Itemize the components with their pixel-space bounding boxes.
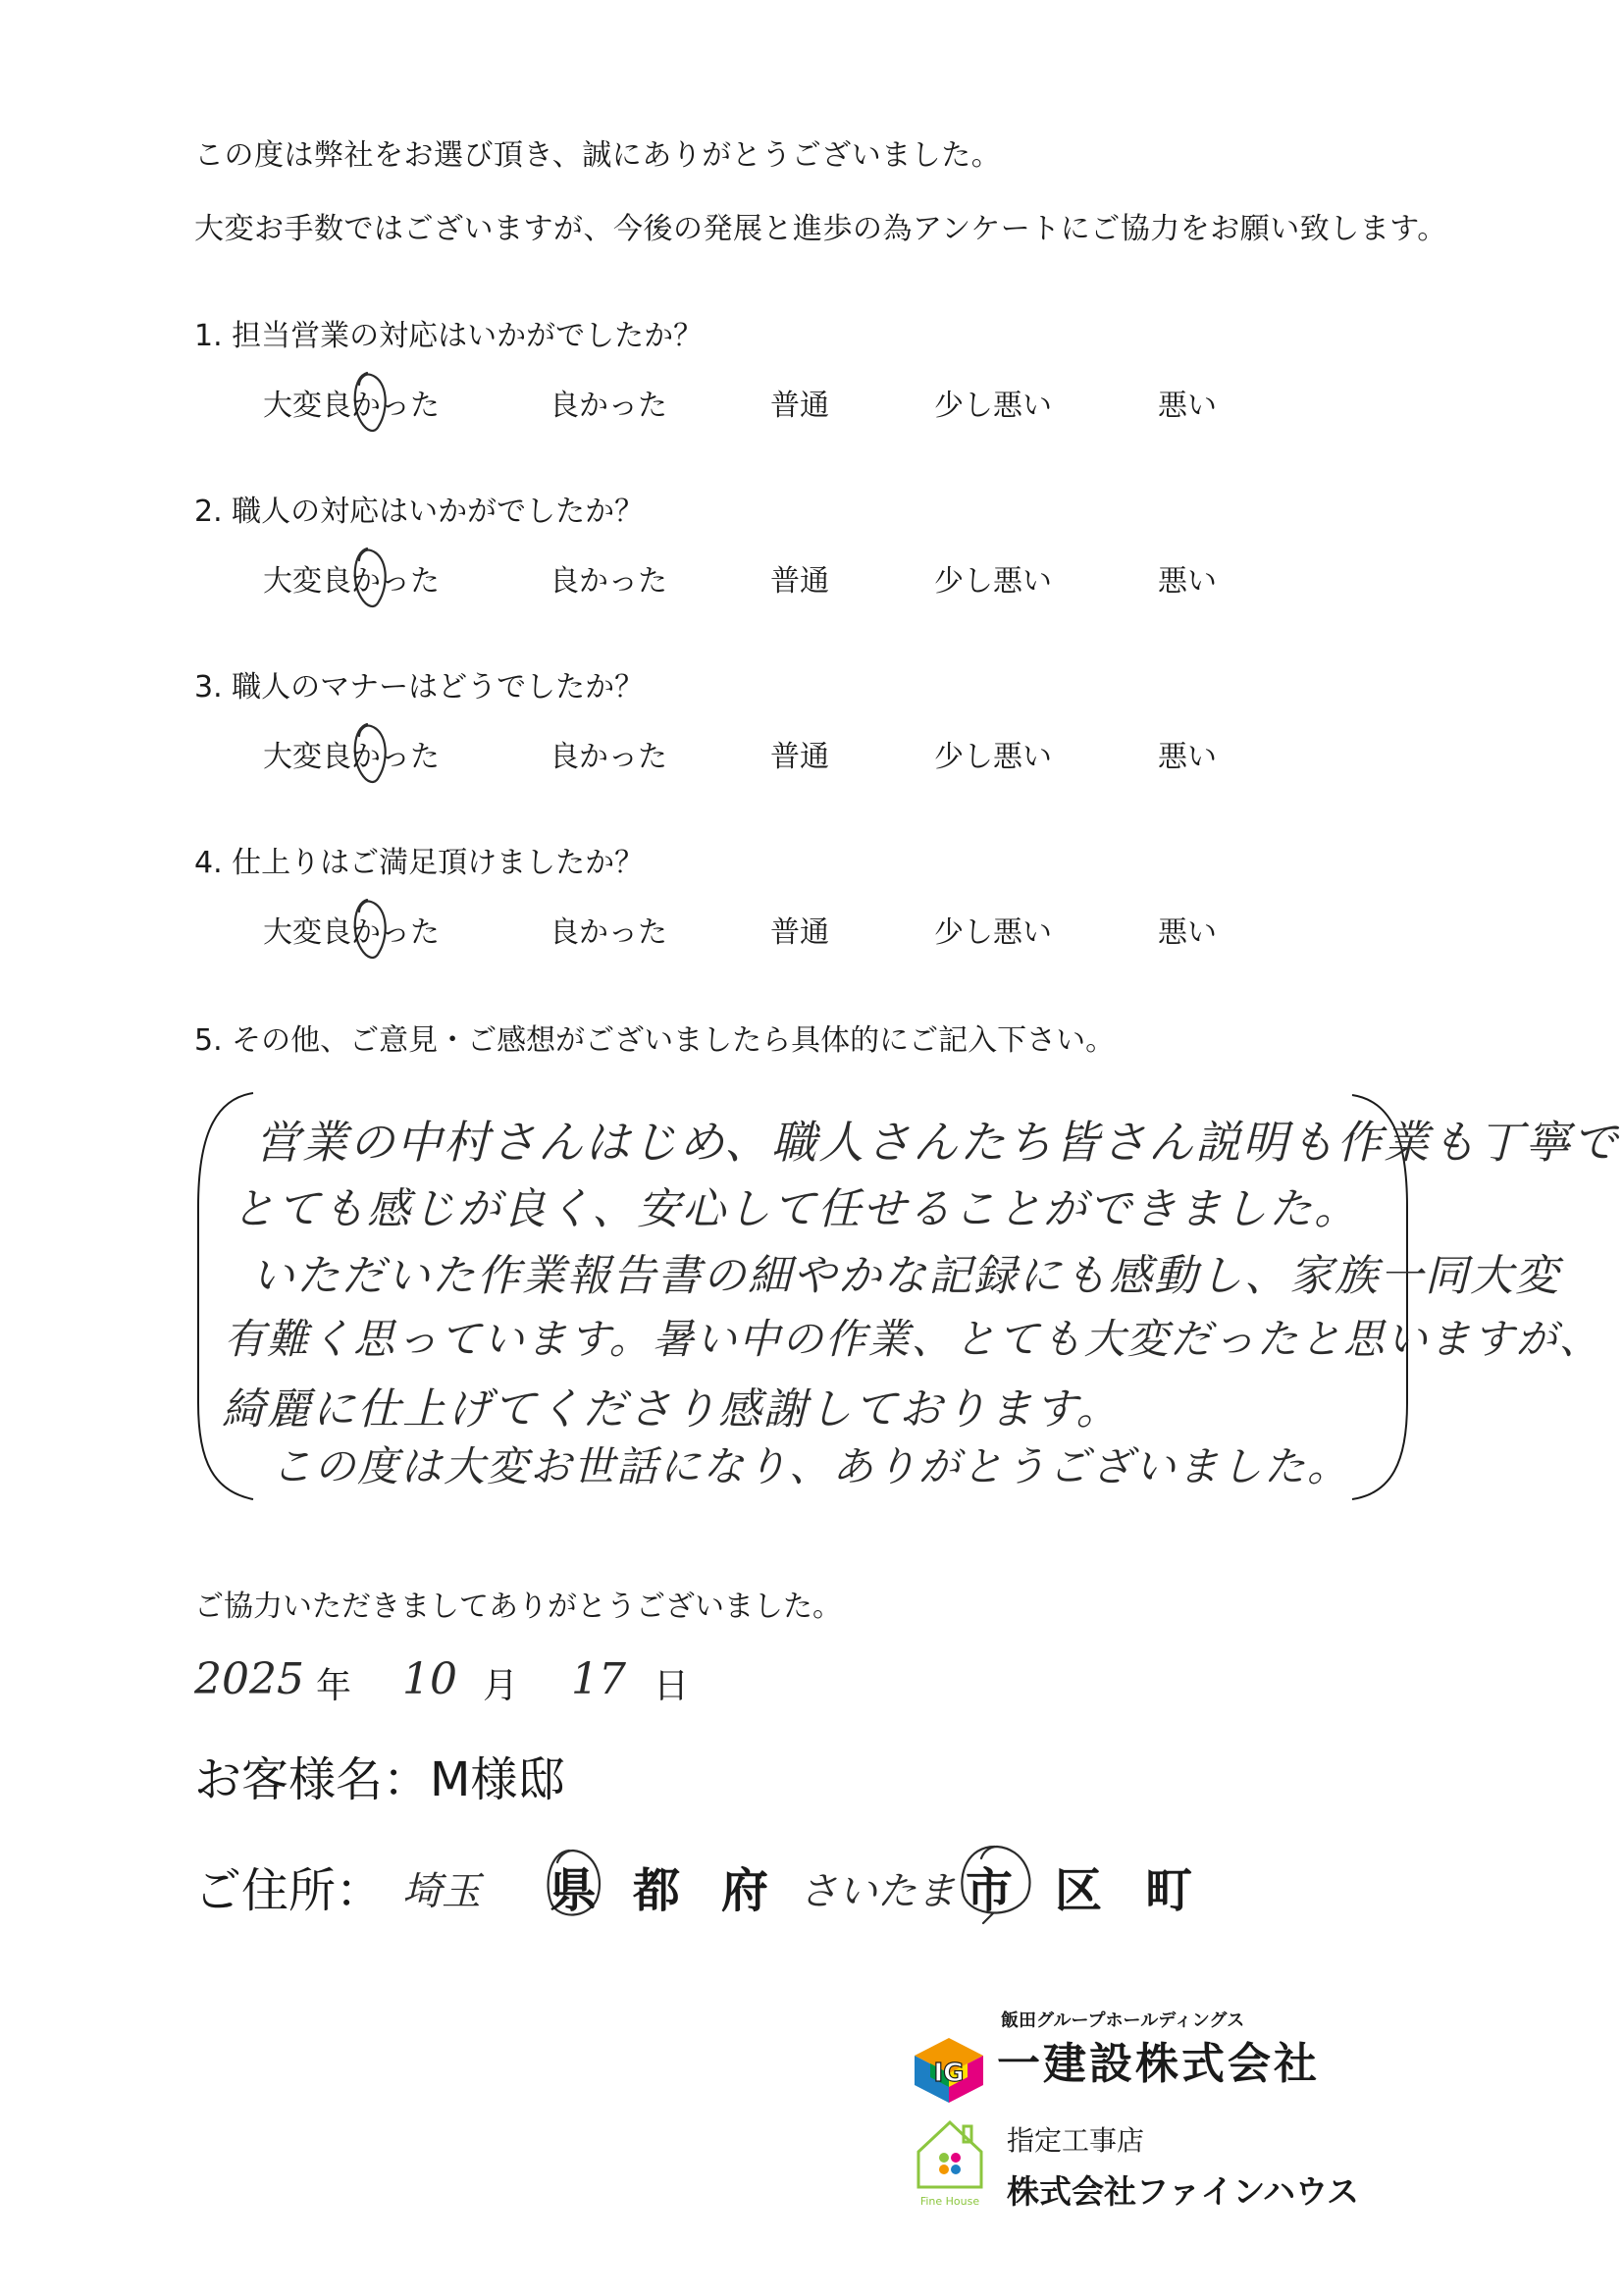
comment-line-2: とても感じが良く、安心して任せることができました。 [232,1184,1360,1234]
contractor-company-name: 株式会社ファインハウス [1007,2172,1360,2211]
option-slightly-bad[interactable]: 少し悪い [934,389,1052,423]
designated-contractor-label: 指定工事店 [1007,2124,1145,2157]
question-1-options [0,381,1623,423]
option-very-good[interactable]: 大変良かった [263,915,440,950]
option-good[interactable]: 良かった [550,915,667,950]
date-month-value[interactable]: 10 [402,1654,457,1704]
option-good[interactable]: 良かった [550,389,667,423]
date-day-label: 日 [654,1666,690,1706]
address-prefecture-value[interactable]: 埼玉 [402,1869,481,1914]
group-company-name: 飯田グループホールディングス [1001,2010,1245,2031]
customer-name-value[interactable]: M様邸 [430,1752,565,1807]
option-slightly-bad[interactable]: 少し悪い [934,740,1052,774]
option-normal[interactable]: 普通 [770,564,829,599]
intro-line-1: この度は弊社をお選び頂き、誠にありがとうございました。 [194,138,1002,173]
option-normal[interactable]: 普通 [770,389,829,423]
question-4-options [0,908,1623,950]
option-very-good[interactable]: 大変良かった [263,389,440,423]
address-unit-shi[interactable]: 市 [966,1863,1014,1918]
question-3-options [0,732,1623,774]
date-day-value[interactable]: 17 [571,1654,626,1704]
date-year-label: 年 [316,1666,352,1706]
address-unit-fu[interactable]: 府 [721,1863,769,1918]
company-name: 一建設株式会社 [997,2039,1320,2089]
address-city-value[interactable]: さいたま [799,1869,956,1914]
closing-thanks: ご協力いただきましてありがとうございました。 [194,1590,842,1624]
customer-name-row [194,1742,564,1809]
comment-line-6: この度は大変お世話になり、ありがとうございました。 [271,1442,1351,1490]
option-slightly-bad[interactable]: 少し悪い [934,564,1052,599]
address-label: ご住所： [194,1863,384,1918]
question-2-options [0,556,1623,599]
option-bad[interactable]: 悪い [1158,740,1217,774]
option-slightly-bad[interactable]: 少し悪い [934,915,1052,950]
option-good[interactable]: 良かった [550,564,667,599]
date-year-value[interactable]: 2025 [194,1654,304,1704]
comment-line-5: 綺麗に仕上げてくださり感謝しております。 [222,1384,1122,1435]
ig-cube-logo-icon [911,2036,987,2105]
date-row [0,1654,1623,1713]
option-normal[interactable]: 普通 [770,740,829,774]
address-unit-cho[interactable]: 町 [1145,1863,1193,1918]
company-logo-area [911,2007,1421,2262]
option-bad[interactable]: 悪い [1158,564,1217,599]
fine-house-logo-icon [911,2113,989,2209]
option-very-good[interactable]: 大変良かった [263,564,440,599]
date-month-label: 月 [483,1666,519,1706]
comment-line-4: 有難く思っています。暑い中の作業、とても大変だったと思いますが、 [224,1315,1602,1363]
address-row [0,1852,1623,1921]
option-bad[interactable]: 悪い [1158,389,1217,423]
ig-mark-text: IG [933,2059,965,2088]
option-very-good[interactable]: 大変良かった [263,740,440,774]
option-good[interactable]: 良かった [550,740,667,774]
option-bad[interactable]: 悪い [1158,915,1217,950]
comment-line-1: 営業の中村さんはじめ、職人さんたち皆さん説明も作業も丁寧で [255,1116,1620,1169]
comment-line-3: いただいた作業報告書の細やかな記録にも感動し、家族一同大変 [251,1251,1560,1301]
option-normal[interactable]: 普通 [770,915,829,950]
address-unit-ku[interactable]: 区 [1055,1863,1103,1918]
question-1-label: 1. 担当営業の対応はいかがでしたか？ [194,319,704,353]
question-2-label: 2. 職人の対応はいかがでしたか？ [194,495,645,529]
address-unit-to[interactable]: 都 [633,1863,681,1918]
question-5-label: 5. その他、ご意見・ご感想がございましたら具体的にご記入下さい。 [194,1023,1116,1058]
intro-line-2: 大変お手数ではございますが、今後の発展と進歩の為アンケートにご協力をお願い致します。 [194,212,1447,246]
comment-box[interactable] [194,1089,1620,1506]
customer-name-label: お客様名： [194,1752,431,1807]
question-3-label: 3. 職人のマナーはどうでしたか？ [194,670,645,704]
question-4-label: 4. 仕上りはご満足頂けましたか？ [194,846,645,880]
address-unit-ken[interactable]: 県 [550,1863,598,1918]
fine-house-mark-text: Fine House [919,2195,980,2208]
